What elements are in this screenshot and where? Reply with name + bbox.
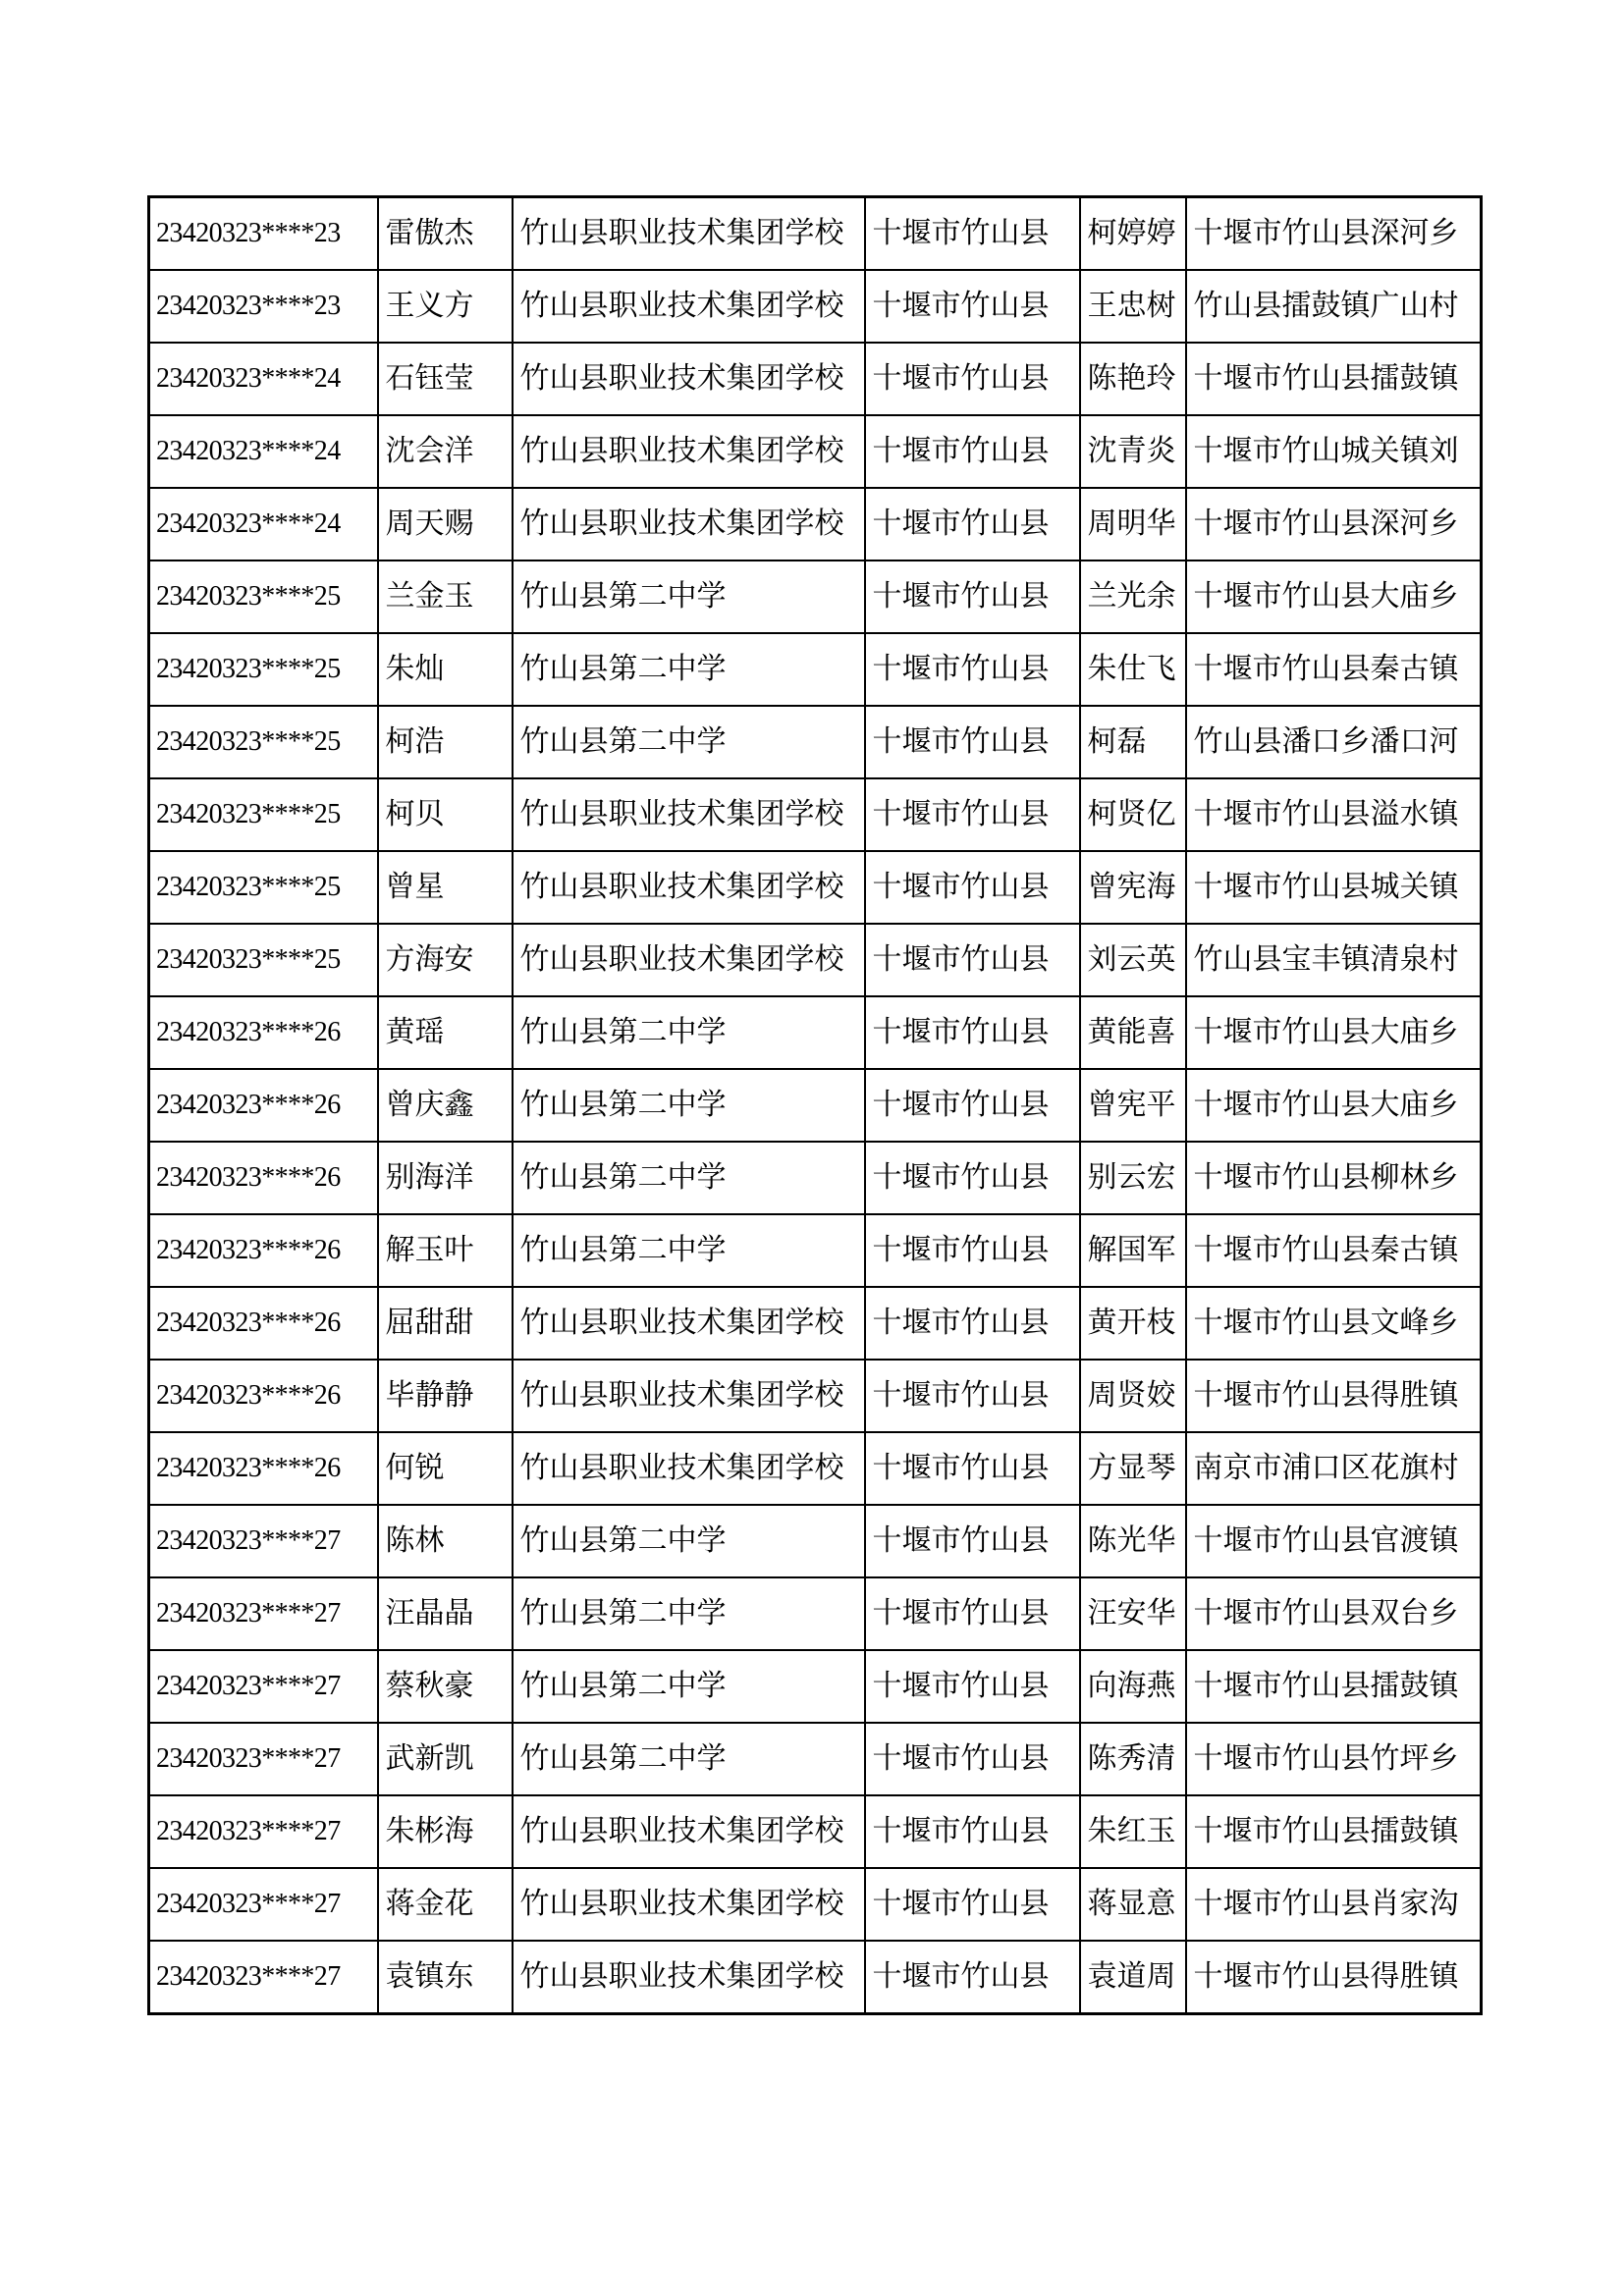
school-cell: 竹山县职业技术集团学校 (513, 415, 865, 488)
region-cell: 十堰市竹山县 (865, 561, 1080, 633)
id-number-cell: 23420323****26 (149, 1142, 378, 1214)
address-cell: 十堰市竹山县深河乡 (1186, 488, 1482, 561)
table-row (149, 633, 1482, 706)
id-number-cell: 23420323****26 (149, 1287, 378, 1360)
id-number-cell: 23420323****25 (149, 924, 378, 996)
address-cell: 十堰市竹山县深河乡 (1186, 197, 1482, 271)
region-cell: 十堰市竹山县 (865, 1723, 1080, 1795)
guardian-name-cell: 柯贤亿 (1080, 778, 1186, 851)
address-cell: 南京市浦口区花旗村 (1186, 1432, 1482, 1505)
address-cell: 竹山县擂鼓镇广山村 (1186, 270, 1482, 343)
address-cell: 竹山县宝丰镇清泉村 (1186, 924, 1482, 996)
table-row (149, 415, 1482, 488)
address-cell: 十堰市竹山县秦古镇 (1186, 633, 1482, 706)
table-row (149, 851, 1482, 924)
guardian-name-cell: 周贤姣 (1080, 1360, 1186, 1432)
region-cell: 十堰市竹山县 (865, 343, 1080, 415)
student-name-cell: 兰金玉 (378, 561, 513, 633)
school-cell: 竹山县第二中学 (513, 1650, 865, 1723)
guardian-name-cell: 兰光余 (1080, 561, 1186, 633)
school-cell: 竹山县第二中学 (513, 996, 865, 1069)
school-cell: 竹山县职业技术集团学校 (513, 343, 865, 415)
address-cell: 十堰市竹山县大庙乡 (1186, 1069, 1482, 1142)
table-row (149, 1142, 1482, 1214)
table-row (149, 561, 1482, 633)
id-number-cell: 23420323****25 (149, 778, 378, 851)
school-cell: 竹山县第二中学 (513, 1723, 865, 1795)
school-cell: 竹山县职业技术集团学校 (513, 1287, 865, 1360)
guardian-name-cell: 柯磊 (1080, 706, 1186, 778)
address-cell: 十堰市竹山县文峰乡 (1186, 1287, 1482, 1360)
address-cell: 十堰市竹山县得胜镇 (1186, 1941, 1482, 2014)
guardian-name-cell: 曾宪海 (1080, 851, 1186, 924)
guardian-name-cell: 向海燕 (1080, 1650, 1186, 1723)
school-cell: 竹山县第二中学 (513, 1069, 865, 1142)
region-cell: 十堰市竹山县 (865, 1577, 1080, 1650)
id-number-cell: 23420323****26 (149, 1214, 378, 1287)
guardian-name-cell: 刘云英 (1080, 924, 1186, 996)
table-row (149, 488, 1482, 561)
school-cell: 竹山县第二中学 (513, 633, 865, 706)
table-row (149, 996, 1482, 1069)
region-cell: 十堰市竹山县 (865, 924, 1080, 996)
school-cell: 竹山县职业技术集团学校 (513, 270, 865, 343)
region-cell: 十堰市竹山县 (865, 1650, 1080, 1723)
guardian-name-cell: 陈艳玲 (1080, 343, 1186, 415)
id-number-cell: 23420323****23 (149, 197, 378, 271)
student-name-cell: 曾星 (378, 851, 513, 924)
guardian-name-cell: 曾宪平 (1080, 1069, 1186, 1142)
table-row (149, 1432, 1482, 1505)
guardian-name-cell: 解国军 (1080, 1214, 1186, 1287)
address-cell: 十堰市竹山县溢水镇 (1186, 778, 1482, 851)
address-cell: 十堰市竹山县大庙乡 (1186, 561, 1482, 633)
school-cell: 竹山县职业技术集团学校 (513, 924, 865, 996)
id-number-cell: 23420323****25 (149, 706, 378, 778)
student-name-cell: 朱灿 (378, 633, 513, 706)
guardian-name-cell: 陈光华 (1080, 1505, 1186, 1577)
region-cell: 十堰市竹山县 (865, 1868, 1080, 1941)
school-cell: 竹山县职业技术集团学校 (513, 851, 865, 924)
student-name-cell: 柯贝 (378, 778, 513, 851)
table-row (149, 706, 1482, 778)
region-cell: 十堰市竹山县 (865, 1505, 1080, 1577)
region-cell: 十堰市竹山县 (865, 1287, 1080, 1360)
student-name-cell: 方海安 (378, 924, 513, 996)
region-cell: 十堰市竹山县 (865, 1432, 1080, 1505)
id-number-cell: 23420323****23 (149, 270, 378, 343)
table-row (149, 343, 1482, 415)
address-cell: 十堰市竹山城关镇刘 (1186, 415, 1482, 488)
id-number-cell: 23420323****27 (149, 1723, 378, 1795)
student-name-cell: 解玉叶 (378, 1214, 513, 1287)
region-cell: 十堰市竹山县 (865, 415, 1080, 488)
school-cell: 竹山县第二中学 (513, 561, 865, 633)
student-name-cell: 周天赐 (378, 488, 513, 561)
student-name-cell: 武新凯 (378, 1723, 513, 1795)
table-row (149, 1069, 1482, 1142)
id-number-cell: 23420323****27 (149, 1650, 378, 1723)
guardian-name-cell: 别云宏 (1080, 1142, 1186, 1214)
school-cell: 竹山县职业技术集团学校 (513, 1868, 865, 1941)
table-row (149, 778, 1482, 851)
region-cell: 十堰市竹山县 (865, 1941, 1080, 2014)
table-row (149, 1505, 1482, 1577)
school-cell: 竹山县职业技术集团学校 (513, 1360, 865, 1432)
id-number-cell: 23420323****26 (149, 1069, 378, 1142)
student-name-cell: 柯浩 (378, 706, 513, 778)
guardian-name-cell: 蒋显意 (1080, 1868, 1186, 1941)
student-name-cell: 何锐 (378, 1432, 513, 1505)
id-number-cell: 23420323****27 (149, 1868, 378, 1941)
region-cell: 十堰市竹山县 (865, 851, 1080, 924)
guardian-name-cell: 陈秀清 (1080, 1723, 1186, 1795)
student-name-cell: 汪晶晶 (378, 1577, 513, 1650)
student-name-cell: 袁镇东 (378, 1941, 513, 2014)
guardian-name-cell: 柯婷婷 (1080, 197, 1186, 271)
school-cell: 竹山县第二中学 (513, 1214, 865, 1287)
address-cell: 十堰市竹山县官渡镇 (1186, 1505, 1482, 1577)
region-cell: 十堰市竹山县 (865, 996, 1080, 1069)
region-cell: 十堰市竹山县 (865, 1142, 1080, 1214)
school-cell: 竹山县职业技术集团学校 (513, 778, 865, 851)
id-number-cell: 23420323****25 (149, 851, 378, 924)
address-cell: 十堰市竹山县擂鼓镇 (1186, 343, 1482, 415)
guardian-name-cell: 方显琴 (1080, 1432, 1186, 1505)
table-row (149, 1795, 1482, 1868)
id-number-cell: 23420323****26 (149, 1360, 378, 1432)
school-cell: 竹山县第二中学 (513, 1505, 865, 1577)
student-name-cell: 朱彬海 (378, 1795, 513, 1868)
address-cell: 十堰市竹山县城关镇 (1186, 851, 1482, 924)
student-name-cell: 曾庆鑫 (378, 1069, 513, 1142)
records-table (147, 195, 1483, 2015)
student-name-cell: 沈会洋 (378, 415, 513, 488)
address-cell: 十堰市竹山县竹坪乡 (1186, 1723, 1482, 1795)
id-number-cell: 23420323****26 (149, 996, 378, 1069)
region-cell: 十堰市竹山县 (865, 1360, 1080, 1432)
school-cell: 竹山县职业技术集团学校 (513, 1941, 865, 2014)
address-cell: 十堰市竹山县擂鼓镇 (1186, 1795, 1482, 1868)
id-number-cell: 23420323****27 (149, 1505, 378, 1577)
id-number-cell: 23420323****27 (149, 1577, 378, 1650)
guardian-name-cell: 黄开枝 (1080, 1287, 1186, 1360)
address-cell: 十堰市竹山县擂鼓镇 (1186, 1650, 1482, 1723)
guardian-name-cell: 朱仕飞 (1080, 633, 1186, 706)
school-cell: 竹山县第二中学 (513, 706, 865, 778)
address-cell: 十堰市竹山县大庙乡 (1186, 996, 1482, 1069)
region-cell: 十堰市竹山县 (865, 197, 1080, 271)
table-row (149, 270, 1482, 343)
region-cell: 十堰市竹山县 (865, 633, 1080, 706)
table-row (149, 1868, 1482, 1941)
table-row (149, 1941, 1482, 2014)
id-number-cell: 23420323****26 (149, 1432, 378, 1505)
student-name-cell: 石钰莹 (378, 343, 513, 415)
student-name-cell: 别海洋 (378, 1142, 513, 1214)
address-cell: 十堰市竹山县柳林乡 (1186, 1142, 1482, 1214)
student-name-cell: 毕静静 (378, 1360, 513, 1432)
region-cell: 十堰市竹山县 (865, 1214, 1080, 1287)
guardian-name-cell: 汪安华 (1080, 1577, 1186, 1650)
address-cell: 十堰市竹山县肖家沟 (1186, 1868, 1482, 1941)
address-cell: 竹山县潘口乡潘口河 (1186, 706, 1482, 778)
table-row (149, 1723, 1482, 1795)
address-cell: 十堰市竹山县双台乡 (1186, 1577, 1482, 1650)
student-name-cell: 蔡秋豪 (378, 1650, 513, 1723)
id-number-cell: 23420323****25 (149, 633, 378, 706)
region-cell: 十堰市竹山县 (865, 706, 1080, 778)
guardian-name-cell: 王忠树 (1080, 270, 1186, 343)
id-number-cell: 23420323****24 (149, 488, 378, 561)
region-cell: 十堰市竹山县 (865, 488, 1080, 561)
id-number-cell: 23420323****27 (149, 1941, 378, 2014)
table-row (149, 1214, 1482, 1287)
guardian-name-cell: 沈青炎 (1080, 415, 1186, 488)
student-name-cell: 雷傲杰 (378, 197, 513, 271)
guardian-name-cell: 朱红玉 (1080, 1795, 1186, 1868)
id-number-cell: 23420323****24 (149, 343, 378, 415)
guardian-name-cell: 周明华 (1080, 488, 1186, 561)
guardian-name-cell: 袁道周 (1080, 1941, 1186, 2014)
student-name-cell: 王义方 (378, 270, 513, 343)
school-cell: 竹山县职业技术集团学校 (513, 488, 865, 561)
records-table-body (149, 197, 1482, 2014)
school-cell: 竹山县职业技术集团学校 (513, 1795, 865, 1868)
region-cell: 十堰市竹山县 (865, 778, 1080, 851)
table-row (149, 1577, 1482, 1650)
student-name-cell: 屈甜甜 (378, 1287, 513, 1360)
student-name-cell: 陈林 (378, 1505, 513, 1577)
guardian-name-cell: 黄能喜 (1080, 996, 1186, 1069)
id-number-cell: 23420323****27 (149, 1795, 378, 1868)
table-row (149, 1650, 1482, 1723)
table-row (149, 1360, 1482, 1432)
student-name-cell: 蒋金花 (378, 1868, 513, 1941)
region-cell: 十堰市竹山县 (865, 1795, 1080, 1868)
id-number-cell: 23420323****24 (149, 415, 378, 488)
table-row (149, 924, 1482, 996)
region-cell: 十堰市竹山县 (865, 270, 1080, 343)
table-row (149, 1287, 1482, 1360)
school-cell: 竹山县职业技术集团学校 (513, 197, 865, 271)
table-row (149, 197, 1482, 271)
address-cell: 十堰市竹山县得胜镇 (1186, 1360, 1482, 1432)
school-cell: 竹山县第二中学 (513, 1142, 865, 1214)
region-cell: 十堰市竹山县 (865, 1069, 1080, 1142)
address-cell: 十堰市竹山县秦古镇 (1186, 1214, 1482, 1287)
school-cell: 竹山县第二中学 (513, 1577, 865, 1650)
id-number-cell: 23420323****25 (149, 561, 378, 633)
school-cell: 竹山县职业技术集团学校 (513, 1432, 865, 1505)
student-name-cell: 黄瑶 (378, 996, 513, 1069)
